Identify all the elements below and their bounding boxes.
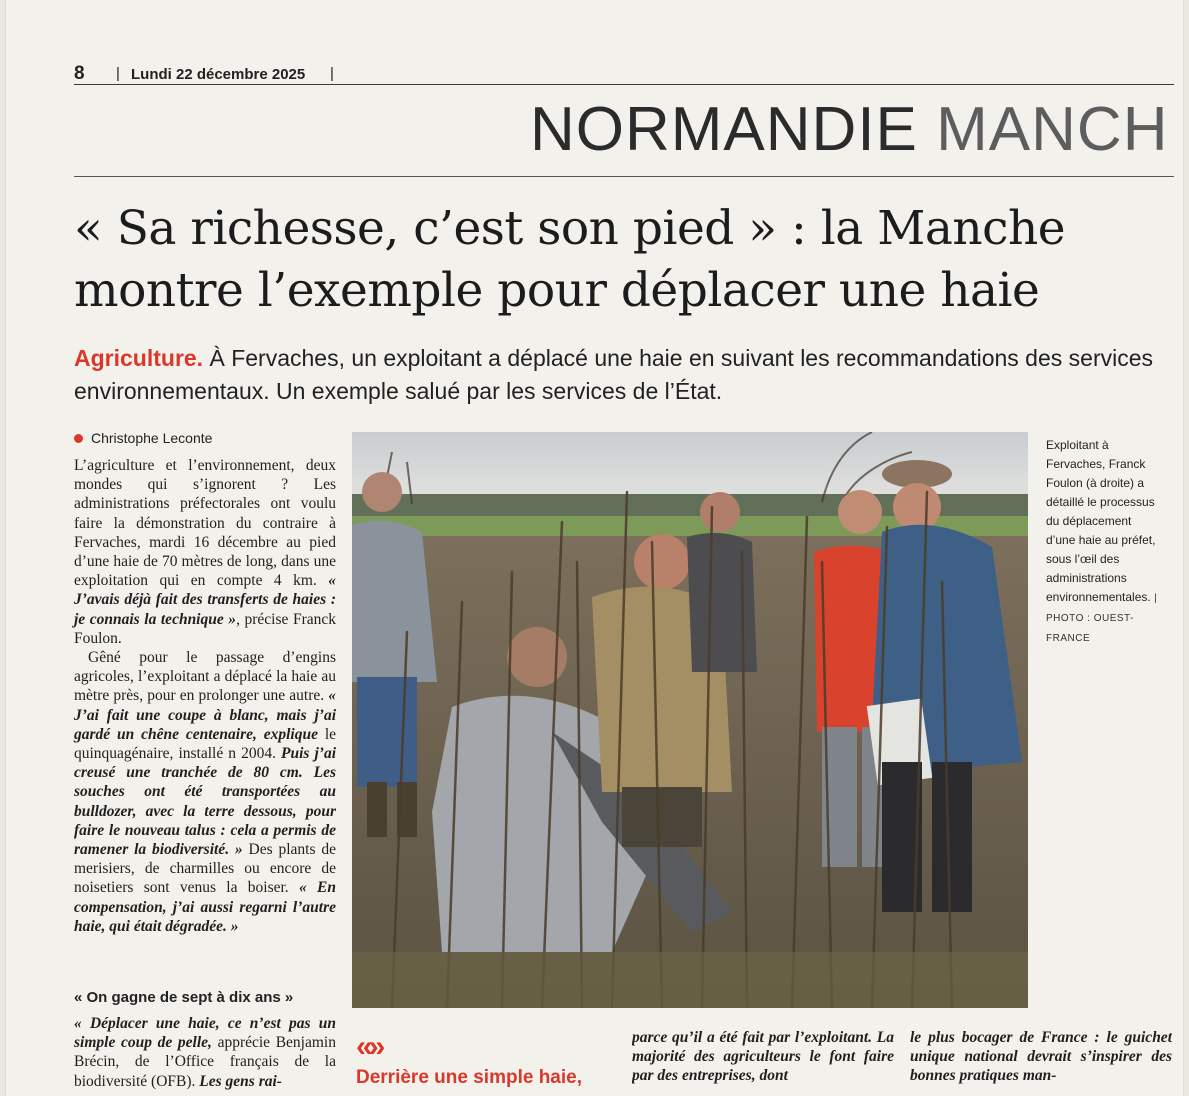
issue-date: Lundi 22 décembre 2025: [131, 66, 306, 83]
body-quote: parce qu’il a été fait par l’exploitant. La majorité des agriculteurs le font faire par des entreprises, dont: [632, 1029, 894, 1085]
body-quote: « Déplacer une haie, ce n’est pas un simple coup de pelle,: [74, 1015, 336, 1052]
folio-separator: |: [116, 65, 120, 82]
continued-text: [632, 1028, 894, 1086]
promo-headline: Derrière une simple haie,: [356, 1067, 582, 1088]
caption-text: Exploitant à Fervaches, Franck Foulon (à droite) a détaillé le processus du déplacement d’une haie au préfet, sous l’œil des administrations environnementales.: [1046, 438, 1156, 604]
body-quote: Les gens rai-: [199, 1072, 282, 1090]
body-text: Des plants de merisiers, de charmilles ou encore de noisetiers sont venus la boiser.: [74, 841, 336, 897]
header-rule: [74, 84, 1174, 85]
body-quote: « En compensation, j’ai aussi regarni l’autre haie, qui était dégradée. »: [74, 879, 336, 935]
body-paragraph-1: [74, 456, 336, 648]
region-label: NORMANDIE: [530, 95, 918, 164]
body-text: L’agriculture et l’environnement, deux mondes qui s’ignorent ? Les administrations préfectorales ont voulu faire la démonstration du contraire à Fervaches, mardi 16 décembre au pied d’une haie de 70 mètres de long, dans une exploitation qui en compte 4 km.: [74, 457, 336, 590]
body-text: , précise Franck Foulon.: [74, 610, 336, 647]
section-rule: [74, 176, 1174, 177]
department-label: MANCH: [936, 95, 1169, 164]
article-photo: [352, 432, 1028, 1008]
body-text: Gêné pour le passage d’engins agricoles, l’exploitant a déplacé la haie au mètre près, pour en prolonger une autre.: [74, 649, 336, 705]
body-paragraph-2: [74, 648, 336, 936]
byline-dot-icon: [74, 434, 83, 443]
continued-column-2: [910, 1028, 1172, 1096]
headline: « Sa richesse, c’est son pied » : la Manche montre l’exemple pour déplacer une haie: [74, 201, 1066, 318]
continued-column-1: [632, 1028, 894, 1096]
photo-caption: [1046, 436, 1164, 648]
body-text: le quinquagénaire, installé n 2004.: [74, 725, 337, 763]
folio-separator: |: [330, 65, 334, 82]
continued-text: [910, 1028, 1172, 1086]
byline: [74, 430, 212, 446]
author-name: Christophe Leconte: [91, 430, 213, 446]
page-number: 8: [74, 63, 85, 84]
body-quote: « J’ai fait une coupe à blanc, mais j’ai gardé un chêne centenaire, explique: [74, 687, 336, 743]
body-quote: Puis j’ai creusé une tranchée de 80 cm. Les souches ont été transportées au bulldozer, avec la terre dessous, pour faire le nouveau talus : cela a permis de ramener la biodiversité. »: [74, 745, 336, 859]
article-body-continued: [74, 1014, 336, 1096]
photo-credit: | PHOTO : OUEST-FRANCE: [1046, 593, 1158, 644]
body-quote: « J’avais déjà fait des transferts de haies : je connais la technique »: [74, 572, 336, 628]
section-title: [530, 94, 1168, 165]
kicker: Agriculture.: [74, 345, 204, 371]
body-paragraph-3: [74, 1014, 336, 1091]
body-text: apprécie Benjamin Brécin, de l’Office français de la biodiversité (OFB).: [74, 1034, 336, 1090]
chevrons-icon: «»: [356, 1030, 382, 1063]
intertitle: « On gagne de sept à dix ans »: [74, 989, 294, 1006]
standfirst: [74, 342, 1164, 408]
body-quote: le plus bocager de France : le guichet unique national devrait s’inspirer des bonnes pratiques man-: [910, 1029, 1172, 1085]
article-body-column: [74, 456, 336, 936]
photo-illustration: [352, 432, 1028, 1008]
standfirst-text: À Fervaches, un exploitant a déplacé une haie en suivant les recommandations des services environnementaux. Un exemple salué par les services de l’État.: [74, 345, 1154, 404]
